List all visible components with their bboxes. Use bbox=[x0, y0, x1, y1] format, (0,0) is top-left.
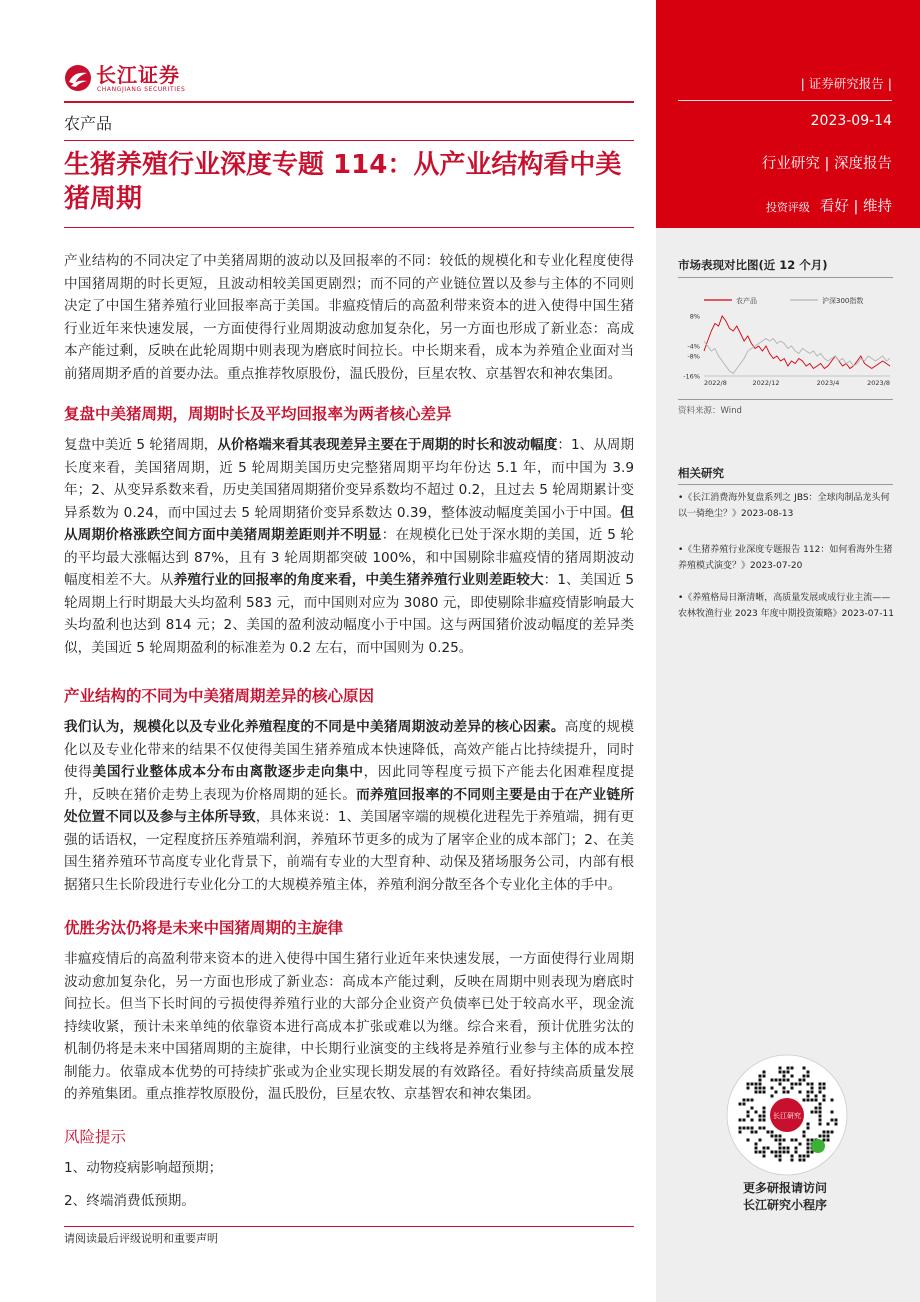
qr-module bbox=[759, 1087, 762, 1090]
report-category: 农产品 bbox=[64, 114, 113, 133]
qr-module bbox=[783, 1147, 786, 1150]
section-2-paragraph: 我们认为，规模化以及专业化养殖程度的不同是中美猪周期波动差异的核心因素。高度的规模化以及专业化带来的结果不仅使得美国生猪养殖成本快速降低，高效产能占比持续提升，同时使得美国行业整体成本分布由离散逐步走向集中，因此同等程度亏损下产能去化困难程度提升，反映在猪价走势上表现为价格周期的延长。而养殖回报率的不同则主要是由于在产业链所处位置不同以及参与主体所导致，具体来说：1、美国屠宰端的规模化进程先于养殖端，拥有更强的话语权，一定程度挤压养殖端利润，养殖环节更多的成为了屠宰企业的成本部门；2、在美国生猪养殖环节高度专业化背景下，前端有专业的大型育种、动保及猪场服务公司，内部有根据猪只生长阶段进行专业化分工的大规模养殖主体，养殖利润分散至各个专业化主体的手中。 bbox=[64, 719, 635, 893]
qr-module bbox=[823, 1139, 826, 1142]
qr-module bbox=[763, 1155, 766, 1158]
title-rule bbox=[64, 227, 634, 228]
qr-module bbox=[747, 1127, 750, 1130]
qr-module bbox=[819, 1083, 822, 1086]
qr-module bbox=[823, 1087, 826, 1090]
section-heading-2: 产业结构的不同为中美猪周期差异的核心原因 bbox=[64, 687, 375, 705]
chart-source: 资料来源：Wind bbox=[678, 406, 742, 416]
qr-module bbox=[819, 1103, 822, 1106]
sidebar-header bbox=[656, 0, 920, 228]
qr-module bbox=[771, 1131, 774, 1134]
qr-module bbox=[747, 1087, 750, 1090]
qr-module bbox=[819, 1111, 822, 1114]
qr-module bbox=[779, 1155, 782, 1158]
sidebar-divider bbox=[678, 100, 892, 101]
qr-module bbox=[811, 1111, 814, 1114]
qr-module bbox=[743, 1119, 746, 1122]
qr-module bbox=[823, 1083, 826, 1086]
qr-module bbox=[743, 1103, 746, 1106]
qr-module bbox=[799, 1155, 802, 1158]
qr-module bbox=[763, 1111, 766, 1114]
qr-module bbox=[807, 1083, 810, 1086]
chart-legend bbox=[704, 296, 863, 305]
x-tick-label: 2023/8 bbox=[867, 379, 890, 387]
qr-module bbox=[799, 1143, 802, 1146]
related-rule bbox=[678, 484, 893, 485]
qr-module bbox=[803, 1075, 806, 1078]
chart-series bbox=[704, 316, 890, 374]
qr-module bbox=[807, 1091, 810, 1094]
qr-module bbox=[779, 1151, 782, 1154]
qr-badge-text: 长江研究 bbox=[773, 1112, 801, 1120]
qr-module bbox=[835, 1123, 838, 1126]
qr-module bbox=[779, 1079, 782, 1082]
qr-module bbox=[811, 1091, 814, 1094]
qr-module bbox=[783, 1087, 786, 1090]
qr-module bbox=[779, 1139, 782, 1142]
qr-module bbox=[739, 1119, 742, 1122]
report-title: 生猪养殖行业深度专题 114：从产业结构看中美猪周期 bbox=[64, 150, 622, 214]
qr-module bbox=[763, 1119, 766, 1122]
qr-module bbox=[775, 1135, 778, 1138]
footer-disclaimer: 请阅读最后评级说明和重要声明 bbox=[64, 1232, 218, 1245]
series-line bbox=[704, 339, 890, 374]
legend-label: 沪深300指数 bbox=[822, 297, 864, 305]
qr-module bbox=[827, 1135, 830, 1138]
qr-module bbox=[831, 1119, 834, 1122]
qr-module bbox=[803, 1159, 806, 1162]
risk-item-2: 2、终端消费低预期。 bbox=[64, 1193, 195, 1209]
qr-module bbox=[779, 1067, 782, 1070]
qr-module bbox=[763, 1087, 766, 1090]
qr-module bbox=[759, 1127, 762, 1130]
intro-paragraph: 产业结构的不同决定了中美猪周期的波动以及回报率的不同：较低的规模化和专业化程度使得中国猪周期的时长更短，且波动相较美国更剧烈；而不同的产业链位置以及参与主体的不同则决定了中国生猪养殖行业回报率高于美国。非瘟疫情后的高盈利带来资本的进入使得中国生猪行业近年来快速发展，一方面使得行业周期波动愈加复杂化，另一方面也形成了新业态：高成本产能过剩，反映在此轮周期中则表现为磨底时间拉长。中长期来看，成本为养殖企业面对当前猪周期矛盾的首要办法。重点推荐牧原股份，温氏股份，巨星农牧、京基智农和神农集团。 bbox=[64, 253, 634, 382]
y-tick-label: -4% bbox=[687, 342, 700, 351]
qr-module bbox=[835, 1119, 838, 1122]
qr-module bbox=[787, 1151, 790, 1154]
qr-module bbox=[791, 1159, 794, 1162]
qr-caption-line-2: 长江研究小程序 bbox=[742, 1198, 827, 1212]
qr-module bbox=[831, 1099, 834, 1102]
qr-module bbox=[755, 1143, 758, 1146]
mini-program-qr-code[interactable] bbox=[726, 1054, 848, 1176]
qr-module bbox=[779, 1071, 782, 1074]
qr-module bbox=[791, 1087, 794, 1090]
related-research-title: 相关研究 bbox=[678, 466, 724, 480]
qr-module bbox=[751, 1131, 754, 1134]
qr-module bbox=[751, 1099, 754, 1102]
qr-module bbox=[763, 1127, 766, 1130]
qr-module bbox=[771, 1135, 774, 1138]
qr-module bbox=[775, 1091, 778, 1094]
qr-module bbox=[783, 1139, 786, 1142]
qr-module bbox=[763, 1115, 766, 1118]
qr-module bbox=[755, 1083, 758, 1086]
header-rule bbox=[64, 101, 634, 103]
qr-module bbox=[819, 1115, 822, 1118]
rating-label: 投资评级 bbox=[765, 201, 810, 214]
footer-rule bbox=[64, 1226, 634, 1227]
qr-module bbox=[755, 1087, 758, 1090]
qr-module bbox=[763, 1075, 766, 1078]
research-kind: 行业研究 | 深度报告 bbox=[761, 156, 892, 172]
qr-module bbox=[743, 1099, 746, 1102]
section-heading-3: 优胜劣汰仍将是未来中国猪周期的主旋律 bbox=[64, 919, 344, 937]
qr-module bbox=[751, 1083, 754, 1086]
qr-module bbox=[755, 1151, 758, 1154]
qr-module bbox=[807, 1123, 810, 1126]
qr-module bbox=[799, 1083, 802, 1086]
qr-module bbox=[819, 1135, 822, 1138]
qr-module bbox=[763, 1091, 766, 1094]
qr-module bbox=[811, 1083, 814, 1086]
qr-module bbox=[795, 1139, 798, 1142]
qr-module bbox=[763, 1107, 766, 1110]
qr-module bbox=[763, 1147, 766, 1150]
qr-module bbox=[767, 1147, 770, 1150]
qr-module bbox=[827, 1131, 830, 1134]
qr-module bbox=[815, 1111, 818, 1114]
qr-module bbox=[763, 1071, 766, 1074]
qr-module bbox=[807, 1143, 810, 1146]
report-type-label: | 证券研究报告 | bbox=[800, 76, 892, 91]
qr-module bbox=[807, 1147, 810, 1150]
qr-module bbox=[775, 1155, 778, 1158]
qr-module bbox=[771, 1079, 774, 1082]
qr-module bbox=[783, 1151, 786, 1154]
section-heading-1: 复盘中美猪周期，周期时长及平均回报率为两者核心差异 bbox=[64, 405, 452, 423]
qr-module bbox=[807, 1151, 810, 1154]
qr-module bbox=[803, 1135, 806, 1138]
y-tick-label: 8% bbox=[689, 312, 700, 321]
qr-module bbox=[755, 1111, 758, 1114]
qr-module bbox=[759, 1115, 762, 1118]
qr-module bbox=[819, 1087, 822, 1090]
qr-module bbox=[815, 1095, 818, 1098]
qr-module bbox=[819, 1107, 822, 1110]
qr-module bbox=[811, 1099, 814, 1102]
qr-module bbox=[747, 1083, 750, 1086]
company-logo bbox=[64, 62, 264, 96]
qr-module bbox=[795, 1147, 798, 1150]
y-tick-label: -16% bbox=[683, 372, 700, 381]
qr-module bbox=[787, 1147, 790, 1150]
x-tick-label: 2023/4 bbox=[816, 379, 840, 387]
qr-module bbox=[767, 1131, 770, 1134]
market-performance-chart bbox=[674, 290, 898, 394]
qr-module bbox=[815, 1099, 818, 1102]
legend-label: 农产品 bbox=[736, 297, 757, 305]
qr-module bbox=[823, 1099, 826, 1102]
qr-module bbox=[807, 1155, 810, 1158]
series-line bbox=[704, 316, 890, 369]
qr-module bbox=[771, 1087, 774, 1090]
x-tick-label: 2022/12 bbox=[752, 379, 780, 387]
qr-module bbox=[739, 1103, 742, 1106]
logo-mark-icon bbox=[64, 64, 92, 92]
qr-module bbox=[779, 1143, 782, 1146]
qr-module bbox=[823, 1131, 826, 1134]
qr-module bbox=[803, 1131, 806, 1134]
risk-heading: 风险提示 bbox=[64, 1128, 127, 1146]
qr-module bbox=[807, 1095, 810, 1098]
qr-module bbox=[763, 1151, 766, 1154]
qr-module bbox=[787, 1067, 790, 1070]
qr-module bbox=[779, 1135, 782, 1138]
qr-module bbox=[755, 1131, 758, 1134]
qr-module bbox=[807, 1127, 810, 1130]
qr-module bbox=[795, 1083, 798, 1086]
qr-module bbox=[791, 1083, 794, 1086]
qr-module bbox=[803, 1155, 806, 1158]
qr-module bbox=[771, 1151, 774, 1154]
qr-module bbox=[759, 1079, 762, 1082]
qr-module bbox=[787, 1091, 790, 1094]
qr-module bbox=[759, 1139, 762, 1142]
logo-text-en: CHANGJIANG SECURITIES bbox=[97, 86, 186, 93]
qr-module bbox=[795, 1151, 798, 1154]
qr-module bbox=[803, 1099, 806, 1102]
qr-module bbox=[791, 1067, 794, 1070]
qr-module bbox=[771, 1095, 774, 1098]
qr-module bbox=[827, 1139, 830, 1142]
y-tick-label: -8% bbox=[687, 352, 700, 361]
qr-module bbox=[779, 1147, 782, 1150]
rating-value: 看好 | 维持 bbox=[819, 199, 892, 215]
qr-module bbox=[779, 1159, 782, 1162]
qr-module bbox=[799, 1079, 802, 1082]
qr-module bbox=[819, 1123, 822, 1126]
qr-module bbox=[787, 1079, 790, 1082]
qr-module bbox=[807, 1139, 810, 1142]
qr-module bbox=[775, 1151, 778, 1154]
qr-module bbox=[819, 1119, 822, 1122]
qr-module bbox=[751, 1107, 754, 1110]
x-tick-label: 2022/8 bbox=[704, 379, 727, 387]
qr-module bbox=[755, 1147, 758, 1150]
qr-module bbox=[783, 1075, 786, 1078]
chart-top-rule bbox=[678, 277, 893, 278]
qr-module bbox=[823, 1135, 826, 1138]
qr-module bbox=[739, 1131, 742, 1134]
related-research-item[interactable]: •《生猪养殖行业深度专题报告 112：如何看海外生猪养殖模式演变？》2023-07-20 bbox=[678, 545, 893, 571]
qr-module bbox=[791, 1139, 794, 1142]
qr-module bbox=[791, 1075, 794, 1078]
qr-module bbox=[783, 1079, 786, 1082]
qr-module bbox=[755, 1091, 758, 1094]
qr-module bbox=[827, 1123, 830, 1126]
qr-module bbox=[803, 1079, 806, 1082]
qr-module bbox=[799, 1159, 802, 1162]
qr-module bbox=[807, 1099, 810, 1102]
qr-caption-line-1: 更多研报请访问 bbox=[742, 1181, 827, 1195]
qr-module bbox=[811, 1087, 814, 1090]
category-rule bbox=[64, 140, 634, 141]
qr-module bbox=[831, 1111, 834, 1114]
qr-module bbox=[747, 1099, 750, 1102]
qr-module bbox=[811, 1151, 814, 1154]
qr-module bbox=[783, 1091, 786, 1094]
report-date: 2023-09-14 bbox=[810, 113, 892, 129]
qr-caption bbox=[700, 1180, 870, 1214]
qr-module bbox=[819, 1091, 822, 1094]
qr-module bbox=[779, 1083, 782, 1086]
qr-module bbox=[751, 1119, 754, 1122]
qr-module bbox=[811, 1139, 814, 1142]
section-1-paragraph: 复盘中美近 5 轮猪周期，从价格端来看其表现差异主要在于周期的时长和波动幅度：1、从周期长度来看，美国猪周期，近 5 轮周期美国历史完整猪周期平均年份达 5.1 年，而中国为 3.9 年；2、从变异系数来看，历史美国猪周期猪价变异系数均不超过 0.2，且过去 5 轮周期累计变异系数为 0.24，而中国过去 5 轮周期猪价变异系数达 0.39，整体波动幅度美国小于中国。但从周期价格涨跌空间方面中美猪周期差距则并不明显：在规模化已处于深水期的美国，近 5 轮的平均最大涨幅达到 87%，且有 3 轮周期都突破 100%，和中国剔除非瘟疫情的猪周期波动幅度相差不大。从养殖行业的回报率的角度来看，中美生猪养殖行业则差距较大：1、美国近 5 轮周期上行时期最大头均盈利 583 元，而中国则对应为 3080 元，即使剔除非瘟疫情影响最大头均盈利也达到 814 元；2、美国的盈利波动幅度小于中国。这与两国猪价波动幅度的差异类似，美国近 5 轮周期盈利的标准差为 0.2 左右，而中国则为 0.25。 bbox=[64, 437, 635, 656]
qr-module bbox=[747, 1115, 750, 1118]
risk-item-1: 1、动物疫病影响超预期； bbox=[64, 1160, 223, 1176]
qr-module bbox=[775, 1079, 778, 1082]
qr-module bbox=[815, 1107, 818, 1110]
qr-module bbox=[759, 1151, 762, 1154]
chart-title: 市场表现对比图(近 12 个月) bbox=[678, 258, 828, 272]
qr-module bbox=[751, 1127, 754, 1130]
qr-module bbox=[759, 1083, 762, 1086]
qr-module bbox=[799, 1091, 802, 1094]
qr-module bbox=[787, 1071, 790, 1074]
qr-module bbox=[739, 1127, 742, 1130]
related-research-item[interactable]: •《养殖格局日渐清晰，高质量发展或成行业主流——农林牧渔行业 2023 年度中期投资策略》2023-07-11 bbox=[678, 593, 894, 619]
qr-module bbox=[747, 1139, 750, 1142]
qr-module bbox=[759, 1075, 762, 1078]
qr-module bbox=[759, 1119, 762, 1122]
qr-module bbox=[747, 1111, 750, 1114]
qr-module bbox=[807, 1071, 810, 1074]
qr-module bbox=[791, 1155, 794, 1158]
section-3-paragraph: 非瘟疫情后的高盈利带来资本的进入使得中国生猪行业近年来快速发展，一方面使得行业周期波动愈加复杂化，另一方面也形成了新业态：高成本产能过剩，反映在周期中则表现为磨底时间拉长。但当下长时间的亏损使得养殖行业的大部分企业资产负债率已处于较高水平，现金流持续收紧，预计未来单纯的依靠资本进行高成本扩张或难以为继。综合来看，预计优胜劣汰的机制仍将是未来中国猪周期的主旋律，中长期行业演变的主线将是养殖行业参与主体的成本控制能力。依靠成本优势的可持续扩张或为企业实现长期发展的有效路径。看好持续高质量发展的养殖集团。重点推荐牧原股份，温氏股份，巨星农牧、京基智农和神农集团。 bbox=[64, 951, 634, 1102]
qr-module bbox=[807, 1075, 810, 1078]
related-research-item[interactable]: •《长江消费海外复盘系列之 JBS：全球肉制品龙头何以一骑绝尘？》2023-08-13 bbox=[678, 493, 890, 519]
qr-module bbox=[775, 1139, 778, 1142]
logo-text-cn: 长江证券 bbox=[96, 63, 180, 87]
qr-module bbox=[743, 1127, 746, 1130]
qr-module bbox=[831, 1131, 834, 1134]
qr-module bbox=[759, 1091, 762, 1094]
chart-bottom-rule bbox=[678, 399, 893, 400]
qr-module bbox=[803, 1067, 806, 1070]
qr-module bbox=[823, 1095, 826, 1098]
investment-rating bbox=[766, 198, 892, 217]
qr-module bbox=[783, 1071, 786, 1074]
